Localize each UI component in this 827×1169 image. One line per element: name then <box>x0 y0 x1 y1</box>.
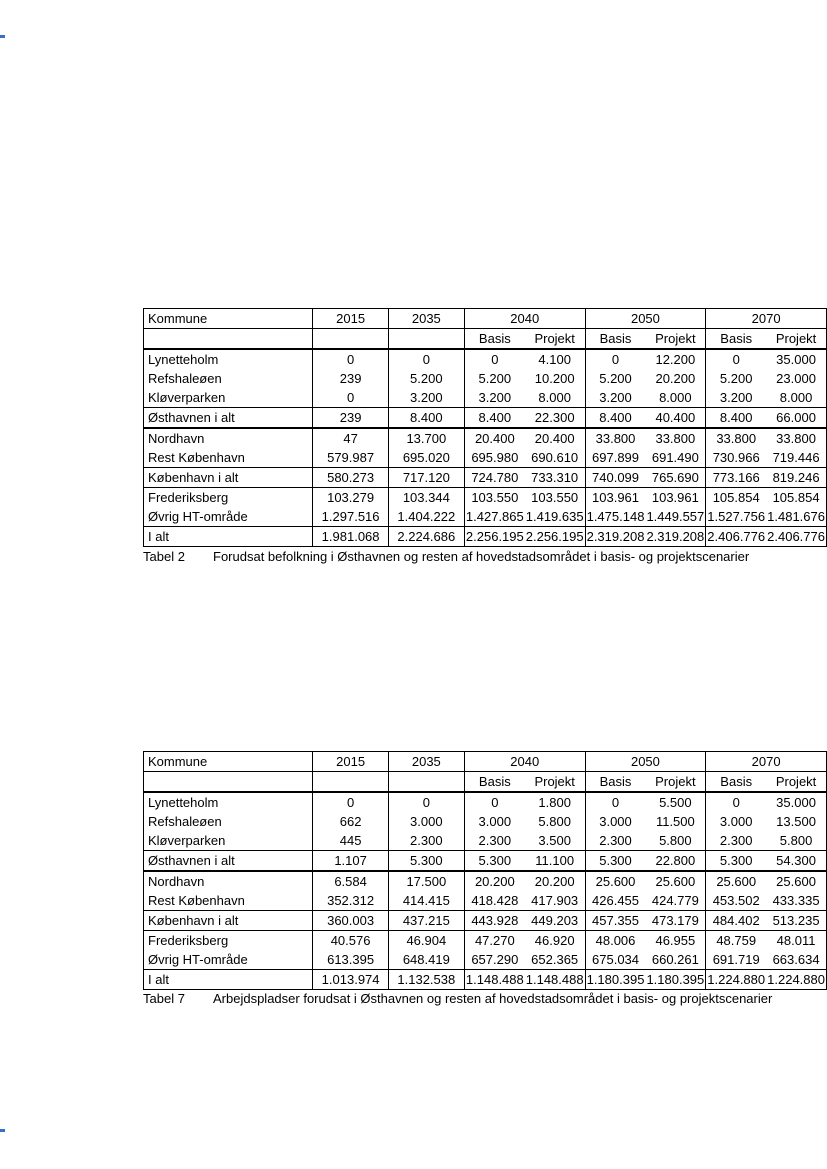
value-cell: 730.966 <box>706 448 766 468</box>
value-cell: 5.300 <box>464 851 524 872</box>
value-cell: 17.500 <box>388 871 464 891</box>
page-edge-mark-top <box>0 35 5 38</box>
empty-header-cell <box>313 329 388 350</box>
value-cell: 1.481.676 <box>767 509 825 525</box>
befolkning-table <box>143 308 827 547</box>
scenario-header-cell: Projekt <box>766 772 826 793</box>
value-cell: 3.200 <box>464 388 524 408</box>
value-cell: 691.719 <box>706 950 766 970</box>
row-label-cell: Kløverparken <box>148 833 226 849</box>
row-label-cell: Frederiksberg <box>144 488 313 508</box>
arbejdspladser-table-block <box>143 751 827 990</box>
empty-header-cell <box>144 772 313 793</box>
value-cell: 740.099 <box>585 468 645 488</box>
value-cell: 48.759 <box>706 931 766 951</box>
value-cell: 33.800 <box>766 428 826 448</box>
value-cell: 10.200 <box>534 371 575 387</box>
caption-text: Forudsat befolkning i Østhavnen og resten af hovedstadsområdet i basis- og projektscenarier <box>213 549 750 564</box>
scenario-header-cell: Basis <box>464 329 524 350</box>
year-header-cell: 2050 <box>585 752 706 772</box>
value-cell: 360.003 <box>313 911 388 931</box>
value-cell: 47 <box>313 428 388 448</box>
empty-header-cell <box>388 772 464 793</box>
scenario-header-cell: Basis <box>585 772 645 793</box>
table-row <box>144 488 827 508</box>
value-cell: 3.200 <box>706 388 766 408</box>
value-cell: 20.200 <box>655 371 696 387</box>
value-cell: 652.365 <box>531 952 579 968</box>
table-row <box>144 792 827 812</box>
table-row <box>144 428 827 448</box>
row-label-cell: Lynetteholm <box>148 352 219 367</box>
empty-header-cell <box>388 329 464 350</box>
befolkning-table-block <box>143 308 827 547</box>
empty-header-cell <box>144 329 313 350</box>
value-cell: 3.200 <box>585 388 645 408</box>
row-label-cell: Nordhavn <box>144 428 313 448</box>
value-cell: 54.300 <box>766 851 826 872</box>
value-cell: 1.013.974 <box>313 970 388 990</box>
value-cell: 1.404.222 <box>388 507 464 527</box>
scenario-header-cell: Basis <box>706 329 766 350</box>
scenario-header-cell: Basis <box>464 772 524 793</box>
value-cell: 1.449.557 <box>646 509 705 525</box>
value-cell: 5.200 <box>464 369 524 388</box>
value-cell: 5.800 <box>779 833 813 849</box>
scenario-header-row <box>144 772 827 793</box>
value-cell: 2.256.195 <box>525 527 585 547</box>
value-cell: 5.800 <box>659 833 692 849</box>
value-cell: 2.319.208 <box>645 527 705 547</box>
value-cell: 1.475.148 <box>585 507 645 527</box>
value-cell: 473.179 <box>645 911 705 931</box>
value-cell: 0 <box>313 349 388 369</box>
value-cell: 20.400 <box>525 428 585 448</box>
page-edge-mark-bottom <box>0 1129 5 1132</box>
row-label-cell: Rest København <box>148 450 245 466</box>
value-cell: 1.148.488 <box>525 970 585 990</box>
year-header-cell: 2040 <box>464 752 585 772</box>
row-label-cell: Øvrig HT-område <box>148 952 248 968</box>
value-cell: 819.246 <box>766 468 826 488</box>
year-header-cell: 2040 <box>464 309 585 329</box>
row-label-cell: Nordhavn <box>144 871 313 891</box>
value-cell: 20.400 <box>464 428 524 448</box>
value-cell: 33.800 <box>645 428 705 448</box>
row-label-cell: Kløverparken <box>148 390 226 406</box>
value-cell: 0 <box>388 792 464 812</box>
scenario-header-row <box>144 329 827 350</box>
value-cell: 719.446 <box>772 450 820 466</box>
value-cell: 1.224.880 <box>766 970 826 990</box>
befolkning-caption <box>143 549 749 564</box>
table-row <box>144 950 827 970</box>
value-cell: 8.400 <box>388 408 464 429</box>
row-label-cell: Refshaleøen <box>148 814 222 830</box>
row-label-cell: København i alt <box>144 468 313 488</box>
value-cell: 695.980 <box>464 448 524 468</box>
value-cell: 1.180.395 <box>585 970 645 990</box>
scenario-header-cell: Projekt <box>525 772 585 793</box>
value-cell: 1.527.756 <box>706 507 766 527</box>
value-cell: 8.000 <box>779 390 813 406</box>
value-cell: 733.310 <box>525 468 585 488</box>
value-cell: 690.610 <box>531 450 579 466</box>
value-cell: 417.903 <box>531 893 579 909</box>
value-cell: 443.928 <box>464 911 524 931</box>
value-cell: 3.000 <box>706 812 766 831</box>
value-cell: 103.550 <box>525 488 585 508</box>
table-row <box>144 448 827 468</box>
value-cell: 46.955 <box>645 931 705 951</box>
value-cell: 11.100 <box>525 851 585 872</box>
table-row <box>144 408 827 429</box>
value-cell: 765.690 <box>645 468 705 488</box>
table-row <box>144 369 827 388</box>
value-cell: 660.261 <box>651 952 699 968</box>
value-cell: 0 <box>464 349 524 369</box>
value-cell: 8.000 <box>538 390 571 406</box>
value-cell: 12.200 <box>655 352 696 367</box>
value-cell: 695.020 <box>388 448 464 468</box>
row-label-cell: København i alt <box>144 911 313 931</box>
year-header-cell: 2035 <box>388 309 464 329</box>
value-cell: 1.132.538 <box>388 970 464 990</box>
value-cell: 449.203 <box>525 911 585 931</box>
value-cell: 25.600 <box>766 871 826 891</box>
value-cell: 103.961 <box>645 488 705 508</box>
value-cell: 13.500 <box>776 814 816 830</box>
value-cell: 697.899 <box>585 448 645 468</box>
value-cell: 2.300 <box>464 831 524 851</box>
value-cell: 691.490 <box>651 450 699 466</box>
value-cell: 33.800 <box>706 428 766 448</box>
value-cell: 5.300 <box>585 851 645 872</box>
value-cell: 5.200 <box>585 369 645 388</box>
value-cell: 414.415 <box>388 891 464 911</box>
value-cell: 580.273 <box>313 468 388 488</box>
arbejdspladser-table <box>143 751 827 990</box>
value-cell: 66.000 <box>766 408 826 429</box>
value-cell: 13.700 <box>388 428 464 448</box>
row-label-cell: Lynetteholm <box>148 795 219 810</box>
value-cell: 613.395 <box>313 950 388 970</box>
value-cell: 239 <box>313 408 388 429</box>
value-cell: 424.779 <box>651 893 699 909</box>
caption-label: Tabel 2 <box>143 549 185 564</box>
row-label-cell: Refshaleøen <box>148 371 222 387</box>
value-cell: 1.427.865 <box>464 507 524 527</box>
scenario-header-cell: Projekt <box>766 329 826 350</box>
value-cell: 5.500 <box>659 795 692 810</box>
value-cell: 484.402 <box>706 911 766 931</box>
value-cell: 2.256.195 <box>464 527 524 547</box>
value-cell: 453.502 <box>706 891 766 911</box>
value-cell: 239 <box>313 369 388 388</box>
value-cell: 1.981.068 <box>313 527 388 547</box>
value-cell: 105.854 <box>706 488 766 508</box>
value-cell: 5.300 <box>388 851 464 872</box>
value-cell: 2.319.208 <box>585 527 645 547</box>
year-header-cell: 2050 <box>585 309 706 329</box>
scenario-header-cell: Basis <box>585 329 645 350</box>
value-cell: 46.920 <box>525 931 585 951</box>
value-cell: 5.200 <box>706 369 766 388</box>
value-cell: 103.961 <box>585 488 645 508</box>
year-header-cell: 2015 <box>313 752 388 772</box>
value-cell: 8.400 <box>706 408 766 429</box>
value-cell: 579.987 <box>313 448 388 468</box>
table-row <box>144 507 827 527</box>
value-cell: 426.455 <box>585 891 645 911</box>
value-cell: 717.120 <box>388 468 464 488</box>
caption-label: Tabel 7 <box>143 991 185 1006</box>
year-header-cell: 2070 <box>706 752 827 772</box>
value-cell: 105.854 <box>766 488 826 508</box>
value-cell: 0 <box>585 792 645 812</box>
value-cell: 2.300 <box>585 831 645 851</box>
year-header-row <box>144 752 827 772</box>
value-cell: 25.600 <box>706 871 766 891</box>
value-cell: 35.000 <box>776 795 816 810</box>
row-label-cell: Østhavnen i alt <box>144 851 313 872</box>
value-cell: 3.000 <box>464 812 524 831</box>
year-header-cell: 2035 <box>388 752 464 772</box>
value-cell: 48.011 <box>766 931 826 951</box>
value-cell: 2.224.686 <box>388 527 464 547</box>
value-cell: 103.344 <box>388 488 464 508</box>
value-cell: 418.428 <box>464 891 524 911</box>
row-label-cell: Rest København <box>148 893 245 909</box>
value-cell: 675.034 <box>585 950 645 970</box>
value-cell: 2.406.776 <box>766 527 826 547</box>
value-cell: 1.297.516 <box>313 507 388 527</box>
value-cell: 1.107 <box>313 851 388 872</box>
value-cell: 445 <box>313 831 388 851</box>
caption-text: Arbejdspladser forudsat i Østhavnen og resten af hovedstadsområdet i basis- og projektscenarier <box>213 991 773 1006</box>
scenario-header-cell: Projekt <box>645 329 705 350</box>
table-row <box>144 871 827 891</box>
value-cell: 40.576 <box>313 931 388 951</box>
value-cell: 103.550 <box>464 488 524 508</box>
value-cell: 648.419 <box>388 950 464 970</box>
table-row <box>144 931 827 951</box>
scenario-header-cell: Projekt <box>525 329 585 350</box>
value-cell: 35.000 <box>776 352 816 367</box>
value-cell: 6.584 <box>313 871 388 891</box>
table-row <box>144 851 827 872</box>
value-cell: 437.215 <box>388 911 464 931</box>
value-cell: 3.200 <box>388 388 464 408</box>
row-label-cell: Øvrig HT-område <box>148 509 248 525</box>
value-cell: 48.006 <box>585 931 645 951</box>
value-cell: 5.300 <box>706 851 766 872</box>
table-row <box>144 468 827 488</box>
value-cell: 4.100 <box>538 352 571 367</box>
row-label-cell: I alt <box>144 970 313 990</box>
table-row <box>144 970 827 990</box>
value-cell: 352.312 <box>313 891 388 911</box>
value-cell: 20.200 <box>464 871 524 891</box>
table-row <box>144 812 827 831</box>
value-cell: 0 <box>388 349 464 369</box>
row-label-cell: I alt <box>144 527 313 547</box>
value-cell: 46.904 <box>388 931 464 951</box>
kommune-header-cell: Kommune <box>144 309 313 329</box>
scenario-header-cell: Projekt <box>645 772 705 793</box>
value-cell: 3.000 <box>388 812 464 831</box>
table-row <box>144 388 827 408</box>
value-cell: 1.180.395 <box>645 970 705 990</box>
value-cell: 0 <box>313 388 388 408</box>
value-cell: 1.224.880 <box>706 970 766 990</box>
value-cell: 47.270 <box>464 931 524 951</box>
value-cell: 724.780 <box>464 468 524 488</box>
value-cell: 11.500 <box>655 814 695 830</box>
value-cell: 662 <box>313 812 388 831</box>
empty-header-cell <box>313 772 388 793</box>
value-cell: 2.406.776 <box>706 527 766 547</box>
value-cell: 40.400 <box>645 408 705 429</box>
value-cell: 0 <box>313 792 388 812</box>
value-cell: 457.355 <box>585 911 645 931</box>
value-cell: 5.800 <box>538 814 571 830</box>
value-cell: 2.300 <box>706 831 766 851</box>
value-cell: 0 <box>706 792 766 812</box>
value-cell: 8.000 <box>659 390 692 406</box>
value-cell: 2.300 <box>388 831 464 851</box>
value-cell: 20.200 <box>525 871 585 891</box>
value-cell: 0 <box>464 792 524 812</box>
table-row <box>144 891 827 911</box>
value-cell: 657.290 <box>464 950 524 970</box>
row-label-cell: Østhavnen i alt <box>144 408 313 429</box>
table-row <box>144 527 827 547</box>
table-row <box>144 911 827 931</box>
value-cell: 1.800 <box>538 795 571 810</box>
value-cell: 3.000 <box>585 812 645 831</box>
value-cell: 8.400 <box>464 408 524 429</box>
value-cell: 25.600 <box>585 871 645 891</box>
value-cell: 5.200 <box>388 369 464 388</box>
arbejdspladser-caption <box>143 991 772 1006</box>
value-cell: 25.600 <box>645 871 705 891</box>
value-cell: 433.335 <box>772 893 820 909</box>
value-cell: 1.148.488 <box>464 970 524 990</box>
value-cell: 0 <box>585 349 645 369</box>
year-header-cell: 2015 <box>313 309 388 329</box>
value-cell: 23.000 <box>776 371 816 387</box>
value-cell: 8.400 <box>585 408 645 429</box>
value-cell: 33.800 <box>585 428 645 448</box>
year-header-row <box>144 309 827 329</box>
scenario-header-cell: Basis <box>706 772 766 793</box>
year-header-cell: 2070 <box>706 309 827 329</box>
value-cell: 22.300 <box>525 408 585 429</box>
value-cell: 513.235 <box>766 911 826 931</box>
table-row <box>144 349 827 369</box>
row-label-cell: Frederiksberg <box>144 931 313 951</box>
table-row <box>144 831 827 851</box>
value-cell: 22.800 <box>645 851 705 872</box>
value-cell: 103.279 <box>313 488 388 508</box>
value-cell: 0 <box>706 349 766 369</box>
value-cell: 663.634 <box>772 952 820 968</box>
value-cell: 773.166 <box>706 468 766 488</box>
kommune-header-cell: Kommune <box>144 752 313 772</box>
value-cell: 1.419.635 <box>525 509 584 525</box>
value-cell: 3.500 <box>538 833 571 849</box>
